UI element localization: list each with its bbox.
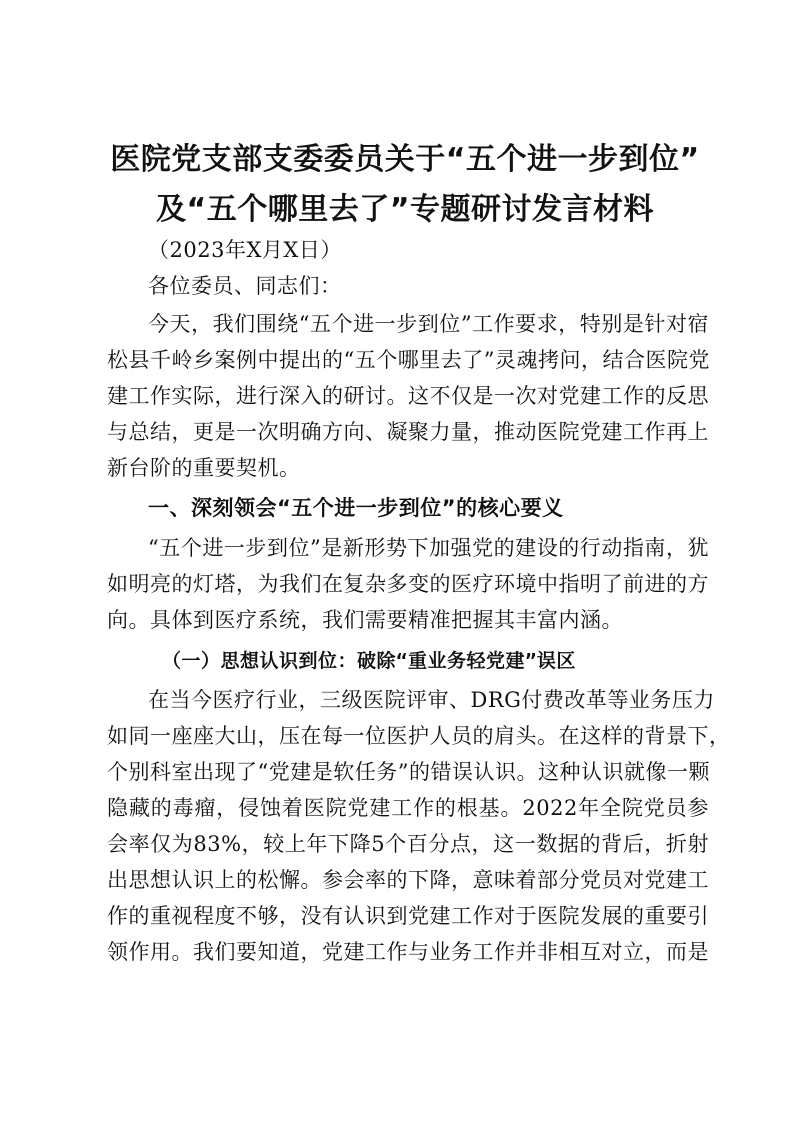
intro-paragraph-line: 与总结，更是一次明确方向、凝聚力量，推动医院党建工作再上 (107, 420, 709, 444)
subsection-1-paragraph-line: 如同一座座大山，压在每一位医护人员的肩头。在这样的背景下， (107, 724, 731, 748)
subsection-1-paragraph-line: 出思想认识上的松懈。参会率的下降，意味着部分党员对党建工 (107, 868, 709, 892)
subsection-1-paragraph-line: 会率仅为83%，较上年下降5个百分点，这一数据的背后，折射 (107, 832, 709, 856)
intro-paragraph-line: 松县千岭乡案例中提出的“五个哪里去了”灵魂拷问，结合医院党 (107, 348, 710, 372)
section-1-paragraph-line: “五个进一步到位”是新形势下加强党的建设的行动指南，犹 (148, 536, 709, 560)
subsection-1-paragraph-line: 个别科室出现了“党建是软任务”的错误认识。这种认识就像一颗 (107, 760, 710, 784)
document-title-line-2: 及“五个哪里去了”专题研讨发言材料 (156, 192, 654, 227)
subsection-1-paragraph-line: 隐藏的毒瘤，侵蚀着医院党建工作的根基。2022年全院党员参 (107, 796, 709, 820)
document-date: （2023年X月X日） (148, 238, 342, 262)
section-1-paragraph-line: 向。具体到医疗系统，我们需要精准把握其丰富内涵。 (107, 608, 623, 632)
subsection-1-paragraph-line: 在当今医疗行业，三级医院评审、DRG付费改革等业务压力 (148, 688, 715, 712)
subsection-1-paragraph-line: 作的重视程度不够，没有认识到党建工作对于医院发展的重要引 (107, 904, 709, 928)
intro-paragraph-line: 今天，我们围绕“五个进一步到位”工作要求，特别是针对宿 (148, 312, 709, 336)
salutation: 各位委员、同志们： (148, 274, 342, 298)
subsection-1-heading: （一）思想认识到位：破除“重业务轻党建”误区 (162, 650, 576, 672)
subsection-1-paragraph-line: 领作用。我们要知道，党建工作与业务工作并非相互对立，而是 (107, 940, 709, 964)
section-1-heading: 一、深刻领会“五个进一步到位”的核心要义 (148, 496, 564, 520)
intro-paragraph-line: 建工作实际，进行深入的研讨。这不仅是一次对党建工作的反思 (107, 384, 709, 408)
intro-paragraph-line: 新台阶的重要契机。 (107, 456, 301, 480)
section-1-paragraph-line: 如明亮的灯塔，为我们在复杂多变的医疗环境中指明了前进的方 (107, 572, 709, 596)
document-title-line-1: 医院党支部支委委员关于“五个进一步到位” (110, 142, 700, 177)
